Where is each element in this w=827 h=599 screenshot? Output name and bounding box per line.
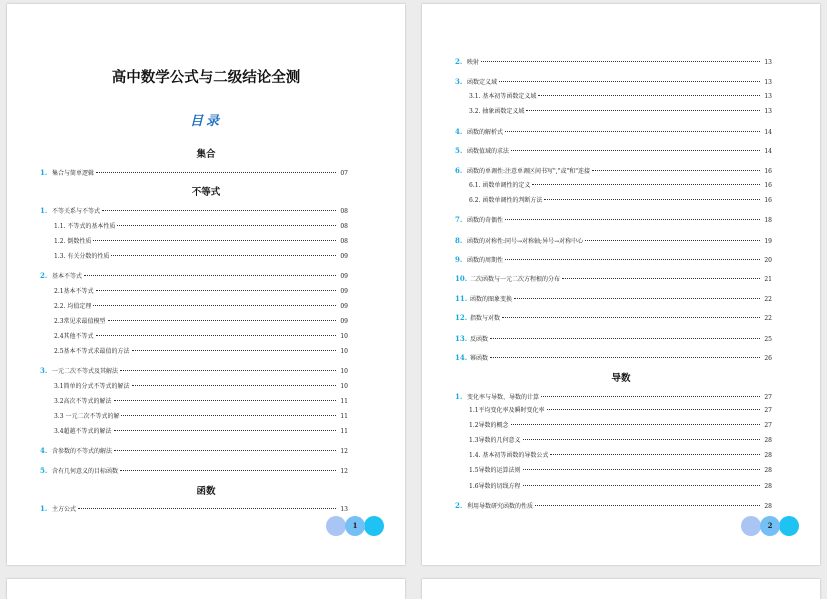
dot-leader bbox=[120, 470, 336, 471]
toc-entry-label: 函数的单调性:注意单调区间书写","或"和"连接 bbox=[467, 168, 590, 175]
toc-entry[interactable] bbox=[469, 451, 772, 461]
toc-entry[interactable] bbox=[455, 215, 772, 225]
toc-entry[interactable] bbox=[469, 436, 772, 446]
toc-entry-label: 函数的图象变换 bbox=[470, 296, 513, 303]
toc-entry-page: 07 bbox=[340, 170, 348, 177]
toc-entry-label: 不等关系与不等式 bbox=[52, 208, 101, 215]
toc-entry-page: 14 bbox=[764, 148, 772, 155]
toc-entry[interactable] bbox=[469, 421, 772, 431]
toc-entry[interactable] bbox=[455, 313, 772, 323]
toc-entry-label: 2.2. 均值定理 bbox=[54, 303, 92, 310]
dot-leader bbox=[505, 219, 760, 220]
toc-entry-label: 1.6导数的切线方程 bbox=[469, 483, 521, 490]
dot-leader bbox=[562, 278, 760, 279]
toc-entry-page: 13 bbox=[764, 108, 772, 115]
dot-leader bbox=[523, 469, 760, 470]
toc-entry-label: 1.3导数的几何意义 bbox=[469, 437, 521, 444]
toc-entry-number: 5. bbox=[40, 466, 48, 475]
section-heading: 导数 bbox=[611, 373, 631, 384]
dot-leader bbox=[514, 298, 760, 299]
pager-circle-left bbox=[741, 516, 761, 536]
toc-entry-page: 22 bbox=[764, 296, 772, 303]
dot-leader bbox=[84, 275, 336, 276]
toc-entry-label: 利用导数研究函数的性质 bbox=[467, 503, 534, 510]
toc-entry-label: 1.1平均变化率及瞬时变化率 bbox=[469, 407, 545, 414]
toc-entry-page: 09 bbox=[340, 318, 348, 325]
toc-entry-page: 13 bbox=[764, 93, 772, 100]
dot-leader bbox=[96, 290, 336, 291]
pager-circle-right bbox=[779, 516, 799, 536]
toc-entry[interactable] bbox=[54, 237, 348, 247]
toc-entry[interactable] bbox=[40, 504, 348, 514]
toc-entry-page: 11 bbox=[340, 428, 348, 435]
dot-leader bbox=[523, 439, 760, 440]
dot-leader bbox=[550, 454, 760, 455]
dot-leader bbox=[481, 61, 760, 62]
toc-entry-page: 16 bbox=[764, 168, 772, 175]
toc-entry-page: 28 bbox=[764, 452, 772, 459]
toc-entry[interactable] bbox=[455, 127, 772, 137]
toc-entry[interactable] bbox=[469, 406, 772, 416]
toc-entry-label: 含参数的不等式的解法 bbox=[52, 448, 113, 455]
toc-entry-page: 11 bbox=[340, 398, 348, 405]
section-heading: 函数 bbox=[196, 486, 216, 497]
toc-entry-label: 1.2. 倒数性质 bbox=[54, 238, 92, 245]
toc-entry-page: 08 bbox=[340, 208, 348, 215]
toc-entry-label: 变化率与导数、导数的计算 bbox=[467, 394, 540, 401]
toc-entry-page: 22 bbox=[764, 315, 772, 322]
dot-leader bbox=[490, 357, 760, 358]
toc-entry[interactable] bbox=[40, 446, 348, 456]
toc-entry-label: 1.1. 不等式的基本性质 bbox=[54, 223, 116, 230]
dot-leader bbox=[102, 210, 336, 211]
toc-entry[interactable] bbox=[54, 332, 348, 342]
toc-entry-label: 2.4其他不等式 bbox=[54, 333, 94, 340]
page-number-badge bbox=[326, 516, 384, 536]
toc-entry[interactable] bbox=[469, 482, 772, 492]
toc-entry-number: 2. bbox=[455, 501, 463, 510]
toc-entry[interactable] bbox=[469, 181, 772, 191]
toc-entry-number: 1. bbox=[455, 392, 463, 401]
toc-entry[interactable] bbox=[455, 294, 772, 304]
toc-entry-number: 12. bbox=[455, 313, 468, 322]
toc-entry[interactable] bbox=[54, 252, 348, 262]
document-title: 高中数学公式与二级结论全测 bbox=[111, 70, 301, 86]
dot-leader bbox=[511, 424, 760, 425]
toc-entry[interactable] bbox=[455, 57, 772, 67]
dot-leader bbox=[120, 370, 336, 371]
toc-entry-page: 10 bbox=[340, 368, 348, 375]
toc-entry-number: 14. bbox=[455, 353, 468, 362]
toc-entry-page: 13 bbox=[340, 506, 348, 513]
toc-entry[interactable] bbox=[54, 317, 348, 327]
toc-entry[interactable] bbox=[455, 501, 772, 511]
toc-entry[interactable] bbox=[54, 412, 348, 422]
toc-entry-number: 3. bbox=[40, 366, 48, 375]
toc-entry-label: 1.4. 基本初等函数的导数公式 bbox=[469, 452, 549, 459]
toc-entry-page: 13 bbox=[764, 59, 772, 66]
toc-entry-label: 6.1. 函数单调性的定义 bbox=[469, 182, 531, 189]
toc-entry[interactable] bbox=[469, 196, 772, 206]
toc-entry[interactable] bbox=[40, 366, 348, 376]
dot-leader bbox=[93, 240, 336, 241]
toc-entry-label: 3.2高次不等式的解法 bbox=[54, 398, 112, 405]
toc-entry-label: 函数的对称性:同号→对称轴;异号→对称中心 bbox=[467, 238, 584, 245]
toc-entry-page: 09 bbox=[340, 273, 348, 280]
toc-entry-number: 7. bbox=[455, 215, 463, 224]
toc-entry[interactable] bbox=[455, 274, 772, 284]
section-heading: 集合 bbox=[196, 149, 216, 160]
toc-entry[interactable] bbox=[455, 166, 772, 176]
toc-entry-label: 1.2导数的概念 bbox=[469, 422, 509, 429]
toc-entry[interactable] bbox=[469, 92, 772, 102]
toc-entry-label: 一元二次不等式及其解法 bbox=[52, 368, 119, 375]
toc-entry-label: 含有几何意义的目标函数 bbox=[52, 468, 119, 475]
toc-entry[interactable] bbox=[455, 255, 772, 265]
document-page-3 bbox=[7, 579, 405, 599]
dot-leader bbox=[585, 240, 760, 241]
dot-leader bbox=[96, 172, 336, 173]
dot-leader bbox=[132, 385, 336, 386]
toc-entry-number: 1. bbox=[40, 206, 48, 215]
toc-entry-label: 3.1. 基本初等函数定义域 bbox=[469, 93, 537, 100]
toc-entry[interactable] bbox=[455, 236, 772, 246]
dot-leader bbox=[96, 335, 336, 336]
toc-entry-label: 6.2. 函数单调性的判断方法 bbox=[469, 197, 543, 204]
toc-entry-number: 4. bbox=[455, 127, 463, 136]
dot-leader bbox=[93, 305, 336, 306]
toc-entry-label: 1.5导数的运算法则 bbox=[469, 467, 521, 474]
toc-entry[interactable] bbox=[455, 353, 772, 363]
toc-entry-number: 8. bbox=[455, 236, 463, 245]
toc-entry-label: 1.3. 有关分数的性质 bbox=[54, 253, 110, 260]
toc-entry-label: 主方公式 bbox=[52, 506, 77, 513]
toc-entry-page: 19 bbox=[764, 238, 772, 245]
toc-entry-number: 6. bbox=[455, 166, 463, 175]
toc-entry-page: 10 bbox=[340, 333, 348, 340]
toc-entry-label: 函数定义域 bbox=[467, 79, 498, 86]
dot-leader bbox=[490, 338, 760, 339]
toc-entry-number: 5. bbox=[455, 146, 463, 155]
toc-entry-page: 26 bbox=[764, 355, 772, 362]
toc-entry[interactable] bbox=[469, 107, 772, 117]
toc-entry-page: 10 bbox=[340, 348, 348, 355]
toc-entry-number: 9. bbox=[455, 255, 463, 264]
dot-leader bbox=[121, 415, 336, 416]
document-page-1 bbox=[7, 4, 405, 565]
toc-title: 目录 bbox=[189, 114, 222, 129]
dot-leader bbox=[505, 131, 760, 132]
toc-entry-page: 25 bbox=[764, 336, 772, 343]
toc-entry[interactable] bbox=[40, 466, 348, 476]
section-heading: 不等式 bbox=[191, 187, 221, 198]
toc-entry[interactable] bbox=[455, 146, 772, 156]
toc-entry-label: 二次函数与一元二次方程根的分布 bbox=[470, 276, 561, 283]
toc-entry-number: 1. bbox=[40, 504, 48, 513]
dot-leader bbox=[511, 150, 760, 151]
page-number-badge bbox=[741, 516, 799, 536]
toc-entry-page: 09 bbox=[340, 253, 348, 260]
toc-entry-number: 3. bbox=[455, 77, 463, 86]
toc-entry[interactable] bbox=[455, 77, 772, 87]
pager-circle-right bbox=[364, 516, 384, 536]
toc-entry-page: 16 bbox=[764, 197, 772, 204]
toc-entry-page: 09 bbox=[340, 303, 348, 310]
toc-entry[interactable] bbox=[54, 302, 348, 312]
toc-entry-label: 函数的奇偶性 bbox=[467, 217, 504, 224]
dot-leader bbox=[78, 508, 336, 509]
toc-entry-page: 16 bbox=[764, 182, 772, 189]
toc-entry-page: 13 bbox=[764, 79, 772, 86]
dot-leader bbox=[547, 409, 760, 410]
toc-entry-label: 反函数 bbox=[470, 336, 489, 343]
pager-circle-left bbox=[326, 516, 346, 536]
dot-leader bbox=[117, 225, 336, 226]
toc-entry-label: 2.1基本不等式 bbox=[54, 288, 94, 295]
dot-leader bbox=[532, 184, 760, 185]
toc-entry-page: 28 bbox=[764, 503, 772, 510]
dot-leader bbox=[526, 110, 760, 111]
toc-entry-label: 函数值域的求法 bbox=[467, 148, 510, 155]
dot-leader bbox=[108, 320, 336, 321]
page-number: 1 bbox=[352, 521, 358, 530]
toc-entry-label: 集合与简单逻辑 bbox=[52, 170, 95, 177]
toc-entry[interactable] bbox=[54, 287, 348, 297]
toc-entry[interactable] bbox=[40, 168, 348, 178]
toc-entry-page: 27 bbox=[764, 407, 772, 414]
dot-leader bbox=[523, 485, 760, 486]
document-page-4 bbox=[422, 579, 820, 599]
toc-entry[interactable] bbox=[54, 397, 348, 407]
toc-entry-page: 08 bbox=[340, 223, 348, 230]
toc-entry-number: 2. bbox=[455, 57, 463, 66]
toc-entry-page: 28 bbox=[764, 467, 772, 474]
toc-entry-label: 2.5基本不等式求最值的方法 bbox=[54, 348, 130, 355]
toc-entry-label: 3.1简单的分式不等式的解法 bbox=[54, 383, 130, 390]
dot-leader bbox=[114, 450, 336, 451]
toc-entry-page: 28 bbox=[764, 437, 772, 444]
dot-leader bbox=[114, 400, 336, 401]
toc-entry-label: 函数的解析式 bbox=[467, 129, 504, 136]
toc-entry-page: 12 bbox=[340, 448, 348, 455]
dot-leader bbox=[505, 259, 760, 260]
toc-entry[interactable] bbox=[455, 334, 772, 344]
toc-entry-page: 18 bbox=[764, 217, 772, 224]
toc-entry-page: 12 bbox=[340, 468, 348, 475]
toc-entry-page: 21 bbox=[764, 276, 772, 283]
toc-entry-label: 函数的周期性 bbox=[467, 257, 504, 264]
toc-entry-number: 4. bbox=[40, 446, 48, 455]
toc-entry-page: 08 bbox=[340, 238, 348, 245]
dot-leader bbox=[538, 95, 760, 96]
toc-entry-page: 20 bbox=[764, 257, 772, 264]
toc-entry-page: 27 bbox=[764, 394, 772, 401]
dot-leader bbox=[132, 350, 336, 351]
document-page-2 bbox=[422, 4, 820, 565]
toc-entry-label: 2.3常见求最值模型 bbox=[54, 318, 106, 325]
toc-entry-label: 3.4超越不等式的解法 bbox=[54, 428, 112, 435]
toc-entry-page: 27 bbox=[764, 422, 772, 429]
toc-entry[interactable] bbox=[469, 466, 772, 476]
toc-entry-number: 11. bbox=[455, 294, 468, 303]
toc-entry-page: 10 bbox=[340, 383, 348, 390]
toc-entry-page: 09 bbox=[340, 288, 348, 295]
toc-entry-page: 14 bbox=[764, 129, 772, 136]
dot-leader bbox=[541, 396, 760, 397]
toc-entry[interactable] bbox=[54, 347, 348, 357]
page-number: 2 bbox=[767, 521, 773, 530]
dot-leader bbox=[111, 255, 336, 256]
dot-leader bbox=[499, 81, 760, 82]
toc-entry-number: 13. bbox=[455, 334, 468, 343]
toc-entry[interactable] bbox=[54, 222, 348, 232]
toc-entry[interactable] bbox=[455, 392, 772, 402]
toc-entry-number: 10. bbox=[455, 274, 468, 283]
toc-entry-label: 幂函数 bbox=[470, 355, 489, 362]
toc-entry[interactable] bbox=[40, 271, 348, 281]
toc-entry-label: 3.3 一元二次不等式的解 bbox=[54, 413, 120, 420]
toc-entry-label: 映射 bbox=[467, 59, 480, 66]
dot-leader bbox=[535, 505, 760, 506]
toc-entry[interactable] bbox=[40, 206, 348, 216]
toc-entry-page: 28 bbox=[764, 483, 772, 490]
toc-entry-label: 3.2. 抽象函数定义域 bbox=[469, 108, 525, 115]
toc-entry-number: 1. bbox=[40, 168, 48, 177]
toc-entry[interactable] bbox=[54, 382, 348, 392]
dot-leader bbox=[592, 170, 760, 171]
dot-leader bbox=[502, 317, 760, 318]
toc-entry-label: 指数与对数 bbox=[470, 315, 501, 322]
toc-entry-number: 2. bbox=[40, 271, 48, 280]
toc-entry-label: 基本不等式 bbox=[52, 273, 83, 280]
dot-leader bbox=[114, 430, 336, 431]
toc-entry-page: 11 bbox=[340, 413, 348, 420]
dot-leader bbox=[544, 199, 760, 200]
toc-entry[interactable] bbox=[54, 427, 348, 437]
